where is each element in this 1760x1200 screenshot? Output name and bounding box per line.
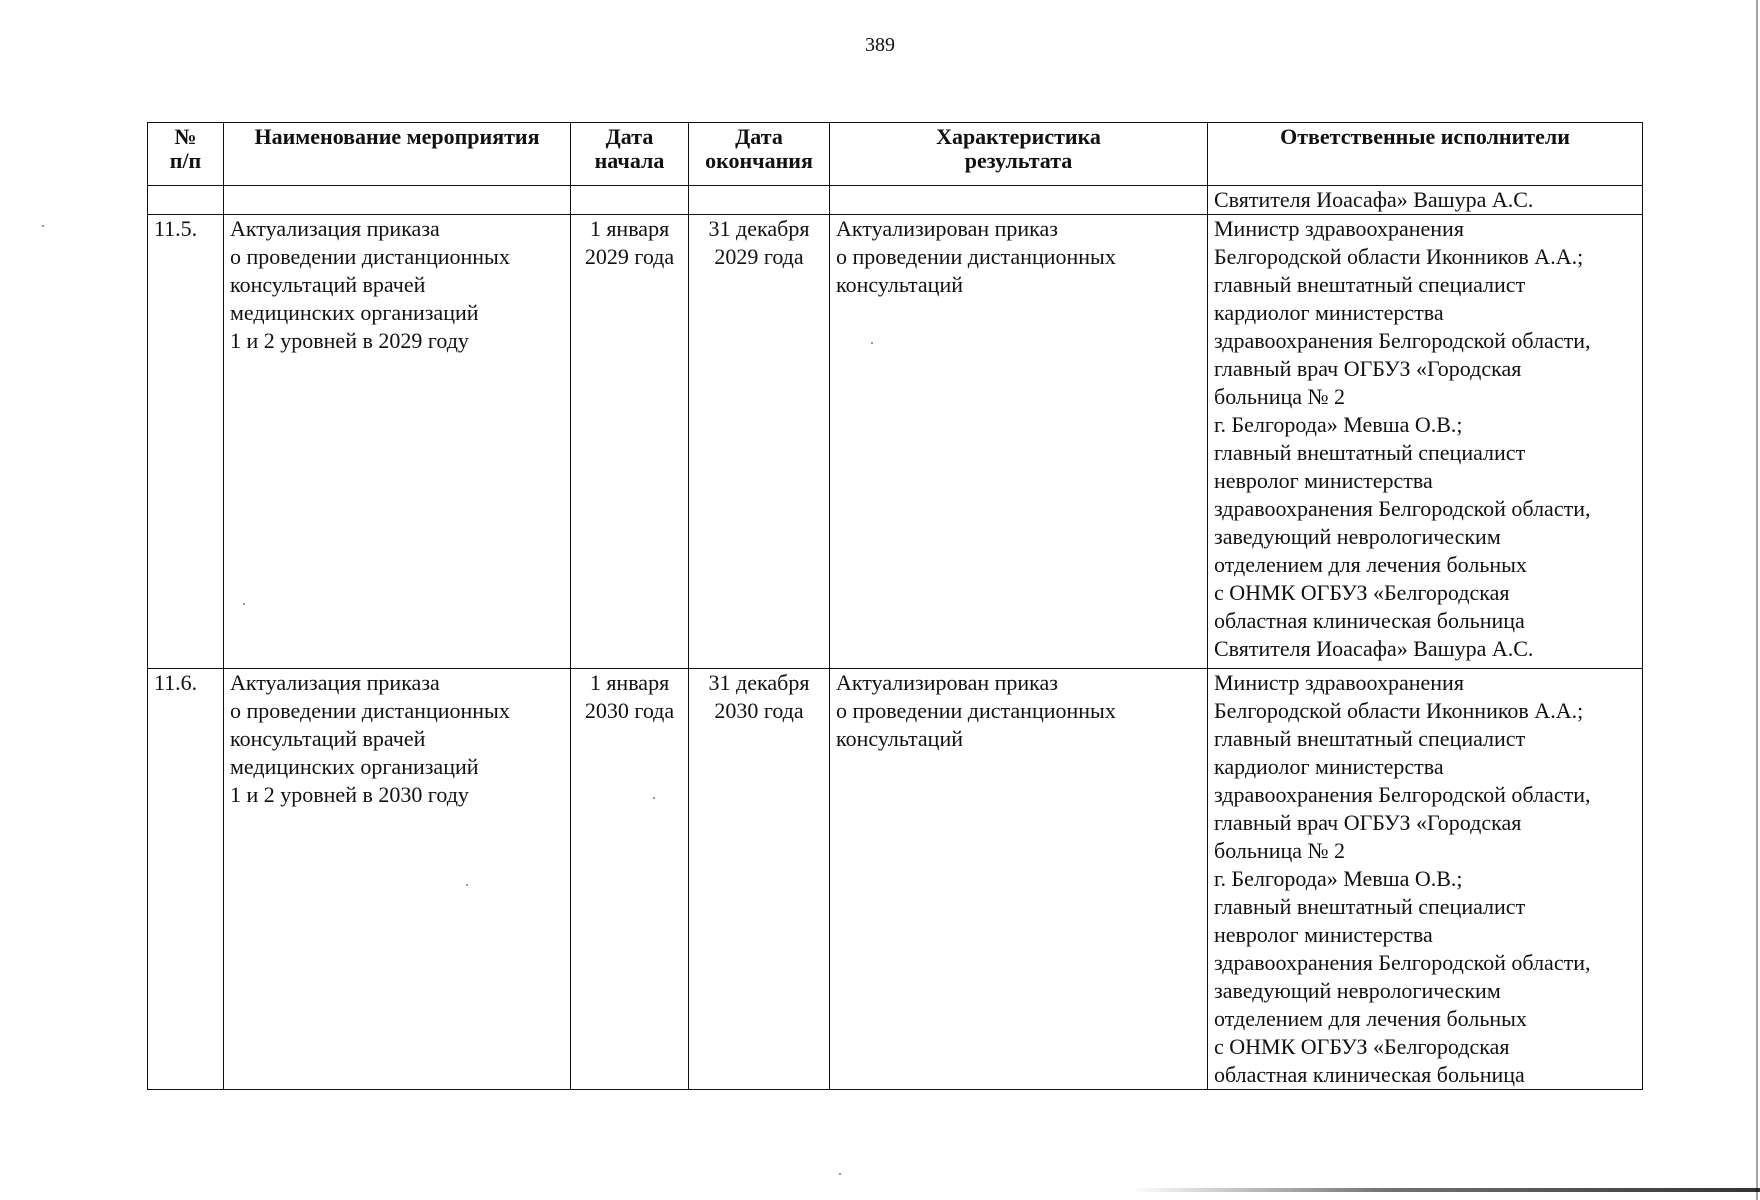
header-responsible: Ответственные исполнители (1208, 123, 1643, 186)
table-row (148, 215, 1643, 669)
cell-end-date: 31 декабря 2030 года (689, 669, 830, 1090)
scan-edge-right (1756, 0, 1758, 1200)
scan-speck (839, 1173, 841, 1175)
cell-name: Актуализация приказа о проведении дистанционных консультаций врачей медицинских организаций 1 и 2 уровней в 2029 году (224, 215, 571, 669)
table-row (148, 669, 1643, 1090)
scan-speck (243, 603, 245, 605)
cell-result: Актуализирован приказ о проведении дистанционных консультаций (830, 215, 1208, 669)
cell-responsible: Святителя Иоасафа» Вашура А.С. (1208, 186, 1643, 215)
header-num: № п/п (148, 123, 224, 186)
table-header-row (148, 123, 1643, 186)
header-end-date: Дата окончания (689, 123, 830, 186)
table-row-continuation (148, 186, 1643, 215)
page-number: 389 (865, 34, 895, 56)
header-start-date: Дата начала (571, 123, 689, 186)
cell-result: Актуализирован приказ о проведении дистанционных консультаций (830, 669, 1208, 1090)
cell-responsible: Министр здравоохранения Белгородской области Иконников А.А.; главный внештатный специалист кардиолог министерства здравоохранения Белгородской области, главный врач ОГБУЗ «Городская больница № 2 г. Белгорода» Мевша О.В.; главный внештатный специалист невролог министерства здравоохранения Белгородской области, заведующий неврологическим отделением для лечения больных с ОНМК ОГБУЗ «Белгородская областная клиническая больница (1208, 669, 1643, 1090)
scan-speck (466, 884, 468, 886)
cell-num: 11.5. (148, 215, 224, 669)
cell-start-date: 1 января 2029 года (571, 215, 689, 669)
cell-num: 11.6. (148, 669, 224, 1090)
events-table (147, 122, 1643, 1090)
scan-speck (653, 797, 655, 799)
cell-responsible: Министр здравоохранения Белгородской области Иконников А.А.; главный внештатный специалист кардиолог министерства здравоохранения Белгородской области, главный врач ОГБУЗ «Городская больница № 2 г. Белгорода» Мевша О.В.; главный внештатный специалист невролог министерства здравоохранения Белгородской области, заведующий неврологическим отделением для лечения больных с ОНМК ОГБУЗ «Белгородская областная клиническая больница Святителя Иоасафа» Вашура А.С. (1208, 215, 1643, 669)
cell-start-date: 1 января 2030 года (571, 669, 689, 1090)
scan-edge-shadow (1130, 1188, 1760, 1192)
scan-speck (871, 342, 873, 344)
header-result: Характеристика результата (830, 123, 1208, 186)
header-name: Наименование мероприятия (224, 123, 571, 186)
cell-name: Актуализация приказа о проведении дистанционных консультаций врачей медицинских организаций 1 и 2 уровней в 2030 году (224, 669, 571, 1090)
scan-speck (42, 225, 44, 227)
cell-end-date: 31 декабря 2029 года (689, 215, 830, 669)
